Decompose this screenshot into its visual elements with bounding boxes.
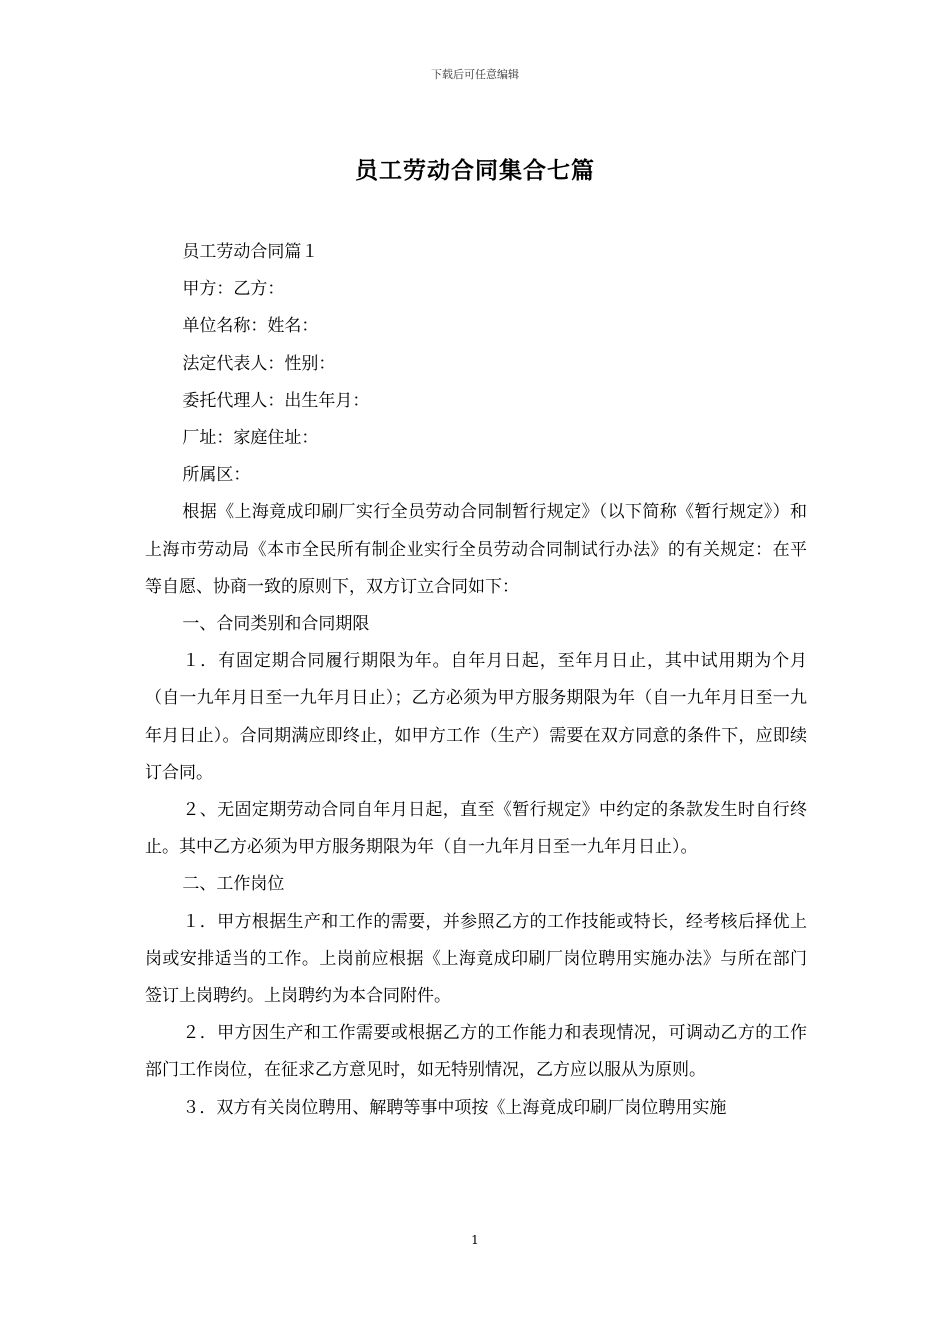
field-line: 委托代理人：出生年月： — [182, 390, 370, 411]
clause-paragraph: １．甲方根据生产和工作的需要，并参照乙方的工作技能或特长，经考核后择优上岗或安排适当的工作。上岗前应根据《上海竟成印刷厂岗位聘用实施办法》与所在部门签订上岗聘约。上岗聘约为本合同附件。 — [145, 911, 807, 1007]
header-note: 下载后可任意编辑 — [431, 68, 519, 81]
clause-paragraph: ２、无固定期劳动合同自年月日起，直至《暂行规定》中约定的条款发生时自行终止。其中乙方必须为甲方服务期限为年（自一九年月日至一九年月日止）。 — [145, 800, 807, 858]
section-heading: 一、合同类别和合同期限 — [182, 614, 370, 635]
clause-paragraph: ３．双方有关岗位聘用、解聘等事中项按《上海竟成印刷厂岗位聘用实施 — [182, 1097, 727, 1118]
party-line: 甲方：乙方： — [182, 279, 285, 300]
field-line: 厂址：家庭住址： — [182, 428, 319, 449]
document-body — [145, 234, 807, 1127]
field-line: 法定代表人：性别： — [182, 353, 336, 374]
clause-paragraph: １．有固定期合同履行期限为年。自年月日起，至年月日止，其中试用期为个月（自一九年月日至一九年月日止）；乙方必须为甲方服务期限为年（自一九年月日至一九年月日止）。合同期满应即终止，如甲方工作（生产）需要在双方同意的条件下，应即续订合同。 — [145, 651, 807, 783]
clause-paragraph: ２．甲方因生产和工作需要或根据乙方的工作能力和表现情况，可调动乙方的工作部门工作岗位，在征求乙方意见时，如无特别情况，乙方应以服从为原则。 — [145, 1023, 807, 1081]
page-number: 1 — [471, 1233, 479, 1247]
preamble-paragraph: 根据《上海竟成印刷厂实行全员劳动合同制暂行规定》（以下简称《暂行规定》）和上海市劳动局《本市全民所有制企业实行全员劳动合同制试行办法》的有关规定：在平等自愿、协商一致的原则下，双方订立合同如下： — [145, 502, 807, 597]
section-heading: 二、工作岗位 — [182, 874, 285, 895]
document-title: 员工劳动合同集合七篇 — [355, 157, 595, 184]
field-line: 所属区： — [182, 465, 251, 486]
field-line: 单位名称：姓名： — [182, 316, 319, 337]
section-heading: 员工劳动合同篇１ — [182, 242, 319, 262]
